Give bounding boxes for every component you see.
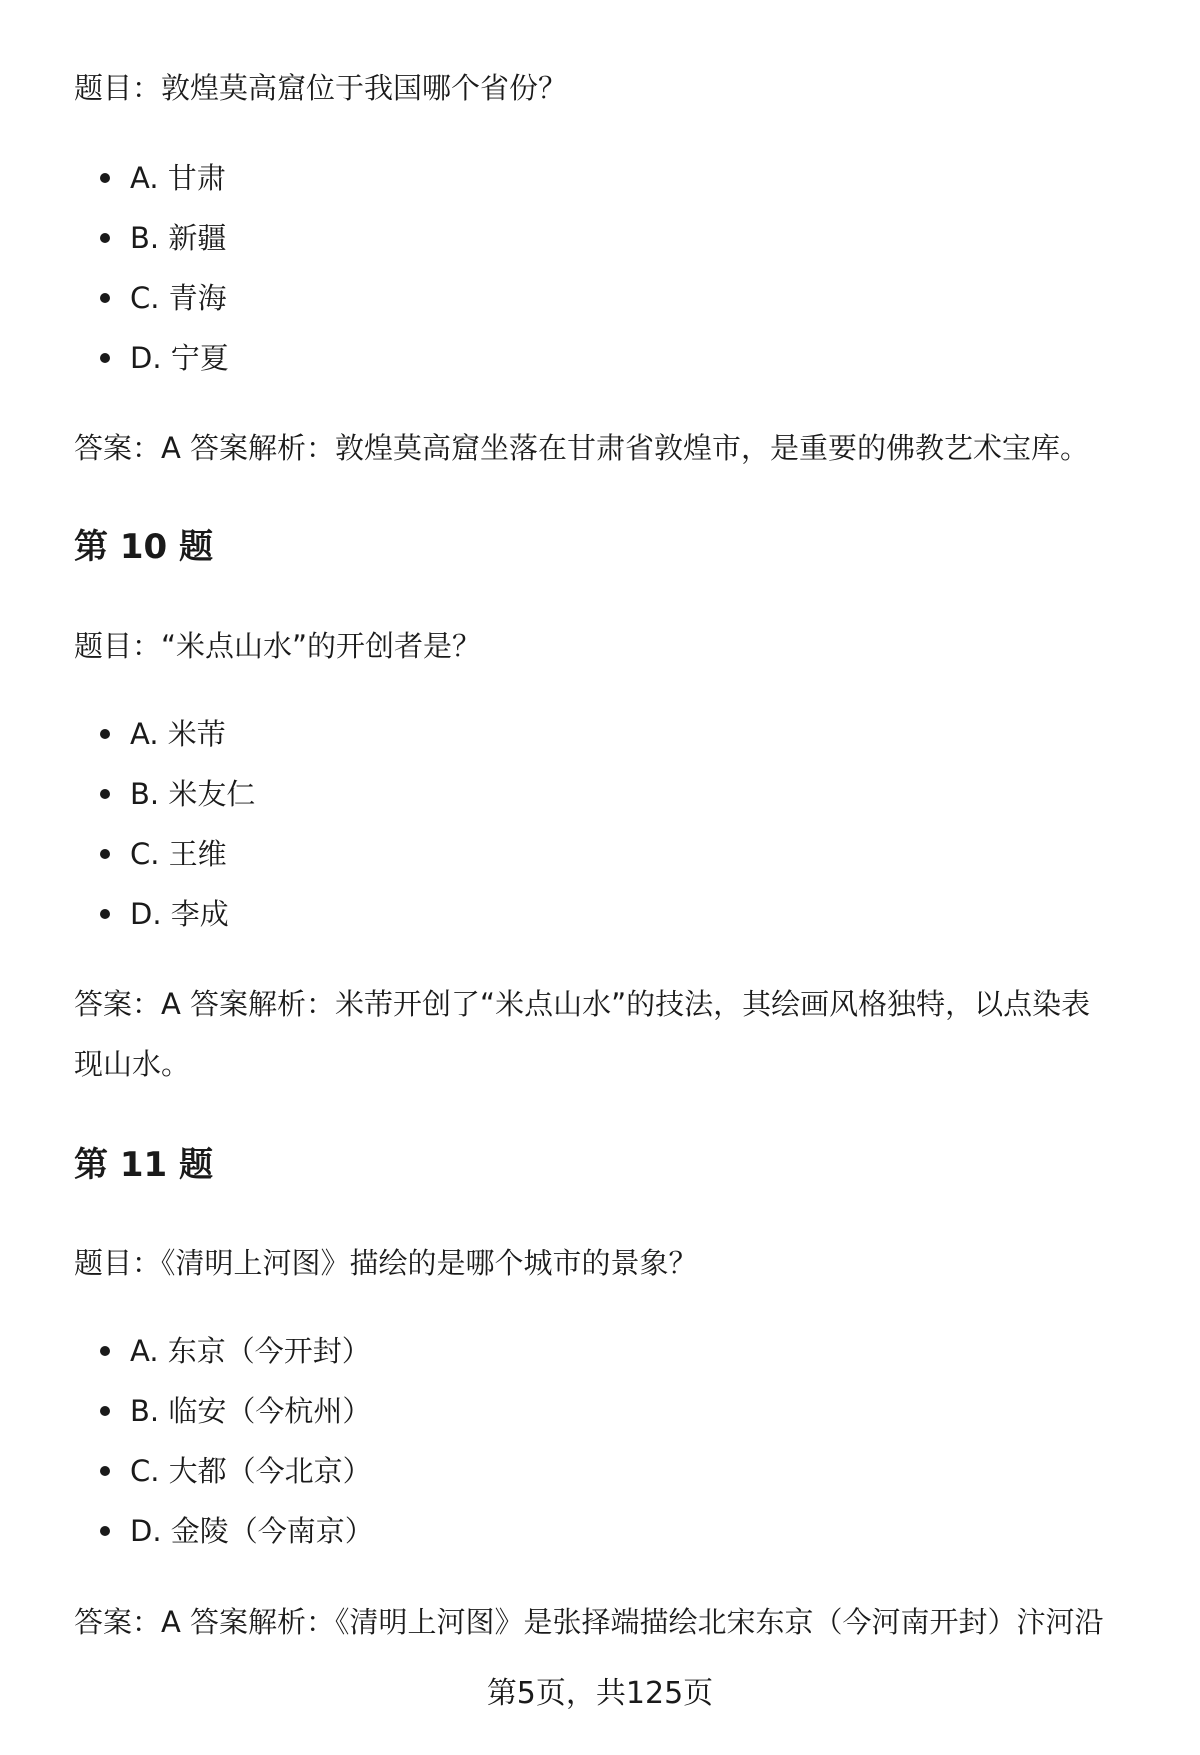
option-item <box>74 704 255 764</box>
option-item <box>74 884 255 944</box>
bullet-icon <box>100 909 110 919</box>
option-label: C. 大都（今北京） <box>130 1454 372 1488</box>
option-item <box>74 148 229 208</box>
bullet-icon <box>100 233 110 243</box>
bullet-icon <box>100 1526 110 1536</box>
option-label: C. 青海 <box>130 281 227 315</box>
option-label: D. 宁夏 <box>130 341 229 375</box>
question-11-answer-line-1: 答案：A 答案解析：《清明上河图》是张择端描绘北宋东京（今河南开封）汴河沿 <box>74 1605 1104 1639</box>
option-label: D. 李成 <box>130 897 229 931</box>
option-label: B. 米友仁 <box>130 777 256 811</box>
option-item <box>74 764 255 824</box>
question-11-heading: 第 11 题 <box>74 1145 213 1185</box>
option-label: A. 米芾 <box>130 717 226 751</box>
option-label: D. 金陵（今南京） <box>130 1514 374 1548</box>
option-label: B. 临安（今杭州） <box>130 1394 372 1428</box>
bullet-icon <box>100 173 110 183</box>
option-item <box>74 1501 374 1561</box>
bullet-icon <box>100 353 110 363</box>
question-10-answer-line-2: 现山水。 <box>74 1047 191 1081</box>
bullet-icon <box>100 1346 110 1356</box>
question-10-text: 题目：“米点山水”的开创者是？ <box>74 629 482 663</box>
question-11-options <box>74 1321 374 1561</box>
option-label: A. 甘肃 <box>130 161 226 195</box>
bullet-icon <box>100 293 110 303</box>
question-9-answer: 答案：A 答案解析：敦煌莫高窟坐落在甘肃省敦煌市，是重要的佛教艺术宝库。 <box>74 431 1090 465</box>
question-10-answer-line-1: 答案：A 答案解析：米芾开创了“米点山水”的技法，其绘画风格独特，以点染表 <box>74 987 1091 1021</box>
question-9-options <box>74 148 229 388</box>
option-item <box>74 208 229 268</box>
bullet-icon <box>100 849 110 859</box>
page-number-footer: 第5页，共125页 <box>486 1676 714 1711</box>
question-9-text: 题目：敦煌莫高窟位于我国哪个省份？ <box>74 71 568 105</box>
question-10-options <box>74 704 255 944</box>
option-label: C. 王维 <box>130 837 227 871</box>
option-label: A. 东京（今开封） <box>130 1334 371 1368</box>
option-item <box>74 268 229 328</box>
bullet-icon <box>100 729 110 739</box>
option-item <box>74 824 255 884</box>
bullet-icon <box>100 1406 110 1416</box>
question-11-text: 题目：《清明上河图》描绘的是哪个城市的景象？ <box>74 1246 698 1280</box>
option-item <box>74 1381 374 1441</box>
option-label: B. 新疆 <box>130 221 227 255</box>
bullet-icon <box>100 789 110 799</box>
option-item <box>74 1321 374 1381</box>
question-10-heading: 第 10 题 <box>74 527 213 567</box>
option-item <box>74 1441 374 1501</box>
option-item <box>74 328 229 388</box>
bullet-icon <box>100 1466 110 1476</box>
